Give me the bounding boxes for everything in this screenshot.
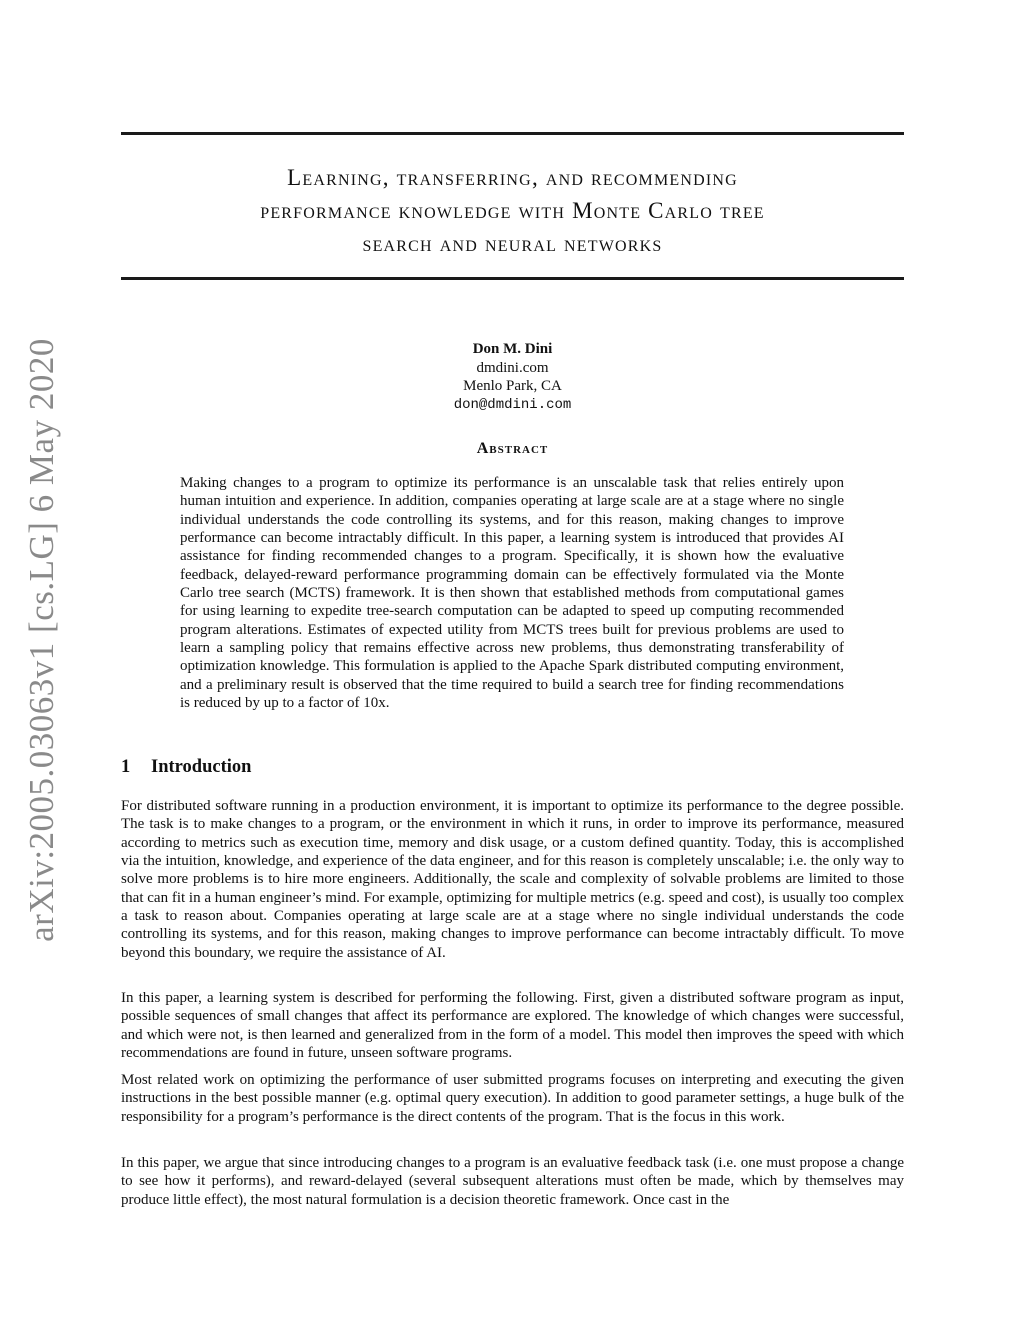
abstract-text: Making changes to a program to optimize its performance is an unscalable task that relies entirely upon human intuition and experience. In addition, companies operating at large scale are at a stage where no single individual understands the code controlling its systems, and for this reason, making changes to improve performance can become intractably difficult. In this paper, a learning system is introduced that provides AI assistance for finding recommended changes to a program. Specifically, it is shown how the evaluative feedback, delayed-reward performance programming domain can be effectively formulated via the Monte Carlo tree search (MCTS) framework. It is then shown that established methods from computational games for using learning to expedite tree-search computation can be adapted to speed up computing recommended program alterations. Estimates of expected utility from MCTS trees built for previous problems are used to learn a sampling policy that remains effective across new problems, thus demonstrating transferability of optimization knowledge. This formulation is applied to the Apache Spark distributed computing environment, and a preliminary result is observed that the time required to build a search tree for finding recommendations is reduced by up to a factor of 10x. (180, 475, 844, 712)
intro-paragraph: For distributed software running in a production environment, it is important to optimize its performance to the degree possible. The task is to make changes to a program, or the environment in which it runs, in order to improve its performance, measured according to metrics such as execution time, memory and disk usage, or a custom defined quantity. Today, this is accomplished via the intuition, knowledge, and experience of the data engineer, and for this reason is completely unscalable; i.e. the only way to solve more problems is to hire more engineers. Additionally, the scale and complexity of solvable problems are limited to those that can fit in a human engineer’s mind. For example, optimizing for multiple metrics (e.g. speed and cost), is usually too complex a task to reason about. Companies operating at large scale are at a stage where no single individual understands the code controlling its systems, and for this reason, making changes to improve performance can become intractably difficult. To move beyond this boundary, we require the assistance of AI. (121, 798, 904, 961)
author-block (121, 340, 904, 414)
title-line: search and neural networks (362, 231, 663, 256)
arxiv-side-stamp: arXiv:2005.03063v1 [cs.LG] 6 May 2020 (22, 338, 61, 942)
intro-paragraph: Most related work on optimizing the performance of user submitted programs focuses on interpreting and executing the given instructions in the best possible manner (e.g. optimal query execution). In addition to good parameter settings, a huge bulk of the responsibility for a program’s performance is the direct contents of the program. That is the focus in this work. (121, 1072, 904, 1125)
intro-paragraph: In this paper, a learning system is described for performing the following. First, given a distributed software program as input, possible sequences of small changes that affect its performance are explored. The knowledge of which changes were successful, and which were not, is then learned and generalized from in the form of a model. This model then improves the speed with which recommendations are found in future, unseen software programs. (121, 990, 904, 1062)
section-number: 1 (121, 757, 131, 777)
author-affiliation: dmdini.com (476, 359, 549, 376)
title-line: Learning, transferring, and recommending (287, 165, 738, 190)
intro-paragraph: In this paper, we argue that since introducing changes to a program is an evaluative feedback task (i.e. one must propose a change to see how it performs), and reward-delayed (several subsequent alterations must often be made, which by themselves may produce little effect), the most natural formulation is a decision theoretic framework. Once cast in the (121, 1155, 904, 1208)
section-title: Introduction (151, 757, 252, 777)
title-line: performance knowledge with Monte Carlo tree (260, 198, 765, 223)
abstract-heading: Abstract (476, 440, 549, 457)
title-top-rule (121, 132, 904, 135)
author-email: don@dmdini.com (453, 396, 572, 413)
paper-title (121, 161, 904, 260)
author-location: Menlo Park, CA (463, 378, 562, 394)
title-bottom-rule (121, 277, 904, 280)
section-heading (121, 757, 251, 778)
author-name: Don M. Dini (472, 341, 553, 357)
